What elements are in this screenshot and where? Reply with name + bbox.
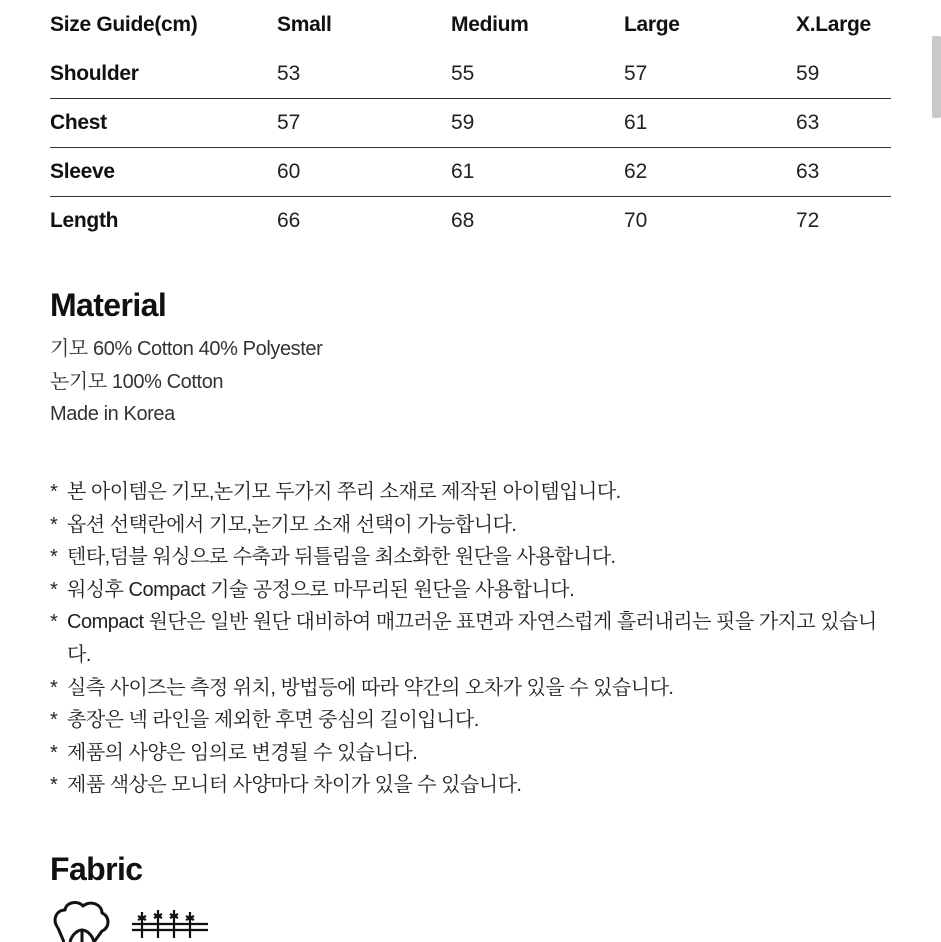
note-text: Compact 원단은 일반 원단 대비하여 매끄러운 표면과 자연스럽게 흘러내리는 핏을 가지고 있습니다.: [67, 611, 877, 666]
size-header-xlarge: X.Large: [796, 13, 871, 36]
list-item: [50, 672, 880, 705]
shoulder-medium: 55: [451, 62, 475, 85]
list-item: [50, 476, 880, 509]
material-line-origin: Made in Korea: [50, 403, 175, 425]
row-label-sleeve: Sleeve: [50, 160, 115, 183]
length-small: 66: [277, 209, 301, 232]
fabric-title: Fabric: [50, 851, 143, 887]
list-item: [50, 541, 880, 574]
size-guide-header-row: [50, 0, 891, 50]
fabric-icon-strip: [50, 898, 220, 942]
material-line-brushed: 기모 60% Cotton 40% Polyester: [50, 338, 323, 360]
list-item: [50, 509, 880, 542]
length-medium: 68: [451, 209, 475, 232]
chest-small: 57: [277, 111, 301, 134]
table-row-chest: [50, 99, 891, 148]
note-text: 텐타,덤블 워싱으로 수축과 뒤틀림을 최소화한 원단을 사용합니다.: [67, 546, 616, 569]
notes-list: [50, 476, 880, 802]
note-marker: *: [50, 774, 58, 797]
note-marker: *: [50, 513, 58, 536]
chest-xlarge: 63: [796, 111, 820, 134]
note-text: 본 아이템은 기모,논기모 두가지 쭈리 소재로 제작된 아이템입니다.: [67, 481, 621, 503]
size-header-medium: Medium: [451, 13, 529, 36]
note-marker: *: [50, 578, 58, 601]
list-item: [50, 574, 880, 607]
table-row-shoulder: [50, 50, 891, 99]
sleeve-large: 62: [624, 160, 648, 183]
note-text: 제품 색상은 모니터 사양마다 차이가 있을 수 있습니다.: [67, 774, 522, 797]
table-row-sleeve: [50, 148, 891, 197]
list-item: [50, 769, 880, 802]
note-marker: *: [50, 676, 58, 699]
list-item: [50, 606, 880, 671]
cotton-flower-icon: [55, 903, 108, 942]
length-xlarge: 72: [796, 209, 820, 232]
note-marker: *: [50, 709, 58, 732]
note-text: 제품의 사양은 임의로 변경될 수 있습니다.: [67, 741, 418, 764]
row-label-shoulder: Shoulder: [50, 62, 139, 85]
sleeve-small: 60: [277, 160, 301, 183]
sleeve-medium: 61: [451, 160, 475, 183]
chest-large: 61: [624, 111, 648, 134]
chest-medium: 59: [451, 111, 475, 134]
table-row-length: [50, 197, 891, 246]
row-label-length: Length: [50, 209, 119, 232]
material-line-non-brushed: 논기모 100% Cotton: [50, 370, 224, 393]
size-header-small: Small: [277, 13, 332, 36]
note-text: 총장은 넥 라인을 제외한 후면 중심의 길이입니다.: [67, 709, 479, 732]
note-marker: *: [50, 741, 58, 764]
sleeve-xlarge: 63: [796, 160, 820, 183]
material-list: [50, 333, 322, 431]
note-text: 옵션 선택란에서 기모,논기모 소재 선택이 가능합니다.: [67, 513, 517, 536]
size-guide-table: [50, 0, 891, 245]
row-label-chest: Chest: [50, 111, 107, 134]
shoulder-large: 57: [624, 62, 648, 85]
shoulder-small: 53: [277, 62, 301, 85]
note-marker: *: [50, 481, 58, 503]
scrollbar-thumb[interactable]: [932, 36, 941, 118]
fabric-icons: [50, 898, 220, 942]
note-marker: *: [50, 611, 58, 634]
list-item: [50, 737, 880, 770]
shoulder-xlarge: 59: [796, 62, 820, 85]
note-marker: *: [50, 546, 58, 569]
size-guide-title: Size Guide(cm): [50, 13, 198, 36]
list-item: [50, 704, 880, 737]
material-title: Material: [50, 287, 167, 323]
note-text: 워싱후 Compact 기술 공정으로 마무리된 원단을 사용합니다.: [67, 578, 575, 601]
length-large: 70: [624, 209, 648, 232]
size-header-large: Large: [624, 13, 680, 36]
fleece-knit-icon: [132, 910, 208, 938]
note-text: 실측 사이즈는 측정 위치, 방법등에 따라 약간의 오차가 있을 수 있습니다.: [67, 676, 674, 699]
